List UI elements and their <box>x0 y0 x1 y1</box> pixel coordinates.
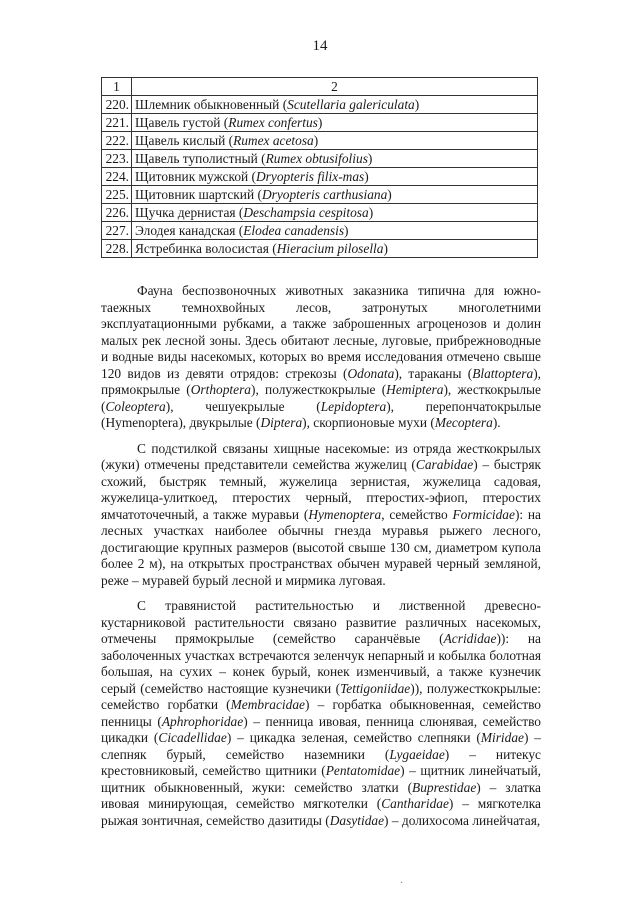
latin-taxon: Miridae <box>480 730 524 745</box>
text-run: ) – пенница ивовая, пенница слюнявая, семейство цикадки ( <box>101 713 541 745</box>
latin-taxon: Membracidae <box>230 697 305 712</box>
text-run: ), полужесткокрылые ( <box>251 382 387 397</box>
species-common-name: Ястребинка волосистая <box>135 241 269 256</box>
text-run: ) – быстряк схожий, быстряк темный, жужелица зернистая, жужелица садовая, жужелица-улиткоед, птеростих черный, птеростих-эфиоп, птеростих ямчатоточечный, а также муравьи ( <box>101 457 542 522</box>
latin-taxon: Hymenoptera <box>308 506 382 522</box>
species-common-name: Щавель кислый <box>135 133 226 148</box>
species-common-name: Щитовник шартский <box>135 187 255 202</box>
text-run: ) – щитник линейчатый, щитник обыкновенный, жуки: семейство златки ( <box>101 763 541 795</box>
page-number: 14 <box>312 38 328 54</box>
table-row <box>102 204 538 222</box>
text-run: ) – долихосома линейчатая, <box>384 812 541 828</box>
latin-taxon: Pentatomidae <box>325 763 401 778</box>
species-latin-name: Rumex confertus <box>228 115 318 130</box>
latin-taxon: Lepidoptera <box>320 398 387 414</box>
species-latin-name: Elodea canadensis <box>243 223 345 238</box>
row-number: 222. <box>102 132 132 150</box>
latin-taxon: Formicidae <box>452 506 515 522</box>
latin-taxon: Odonata <box>347 365 395 381</box>
species-cell: Щитовник мужской (Dryopteris filix-mas) <box>132 168 538 186</box>
table-row <box>102 114 538 132</box>
row-number: 228. <box>102 240 132 258</box>
latin-taxon: Tettigoniidae <box>340 680 411 696</box>
table-row <box>102 222 538 240</box>
column-header-number: 1 <box>102 78 132 96</box>
paragraph <box>101 441 541 590</box>
paragraph <box>101 598 541 829</box>
table-row <box>102 168 538 186</box>
text-run: )), полужесткокрылые: семейство горбатки ( <box>101 680 541 712</box>
latin-taxon: Mecoptera <box>434 415 493 430</box>
text-run: ), прямокрылые ( <box>101 365 541 397</box>
text-run: ), перепончатокрылые (Hymenoptera), двукрылые ( <box>101 398 542 430</box>
row-number: 226. <box>102 204 132 222</box>
row-number: 220. <box>102 96 132 114</box>
text-run: ) – златка ивовая минирующая, семейство мягкотелки ( <box>101 779 541 811</box>
species-latin-name: Hieracium pilosella <box>276 241 384 256</box>
row-number: 221. <box>102 114 132 132</box>
species-table <box>101 77 538 258</box>
table-row <box>102 96 538 114</box>
latin-taxon: Coleoptera <box>105 398 166 414</box>
latin-taxon: Lygaeidae <box>389 746 445 762</box>
species-latin-name: Dryopteris carthusiana <box>261 187 388 202</box>
species-cell: Элодея канадская (Elodea canadensis) <box>132 222 538 240</box>
latin-taxon: Dasytidae <box>329 812 385 828</box>
text-run: ) – мягкотелка рыжая зонтичная, семейство дазитиды ( <box>101 796 541 828</box>
latin-taxon: Acrididae <box>443 631 497 646</box>
species-common-name: Элодея канадская <box>135 223 236 238</box>
latin-taxon: Blattoptera <box>472 365 534 381</box>
species-common-name: Щитовник мужской <box>135 169 249 184</box>
latin-taxon: Buprestidae <box>412 779 477 795</box>
text-run: ) – цикадка зеленая, семейство слепняки ( <box>226 730 481 745</box>
text-run: ) – нитекус крестовниковый, семейство щитники ( <box>101 746 542 778</box>
species-cell: Щавель густой (Rumex confertus) <box>132 114 538 132</box>
species-cell: Шлемник обыкновенный (Scutellaria galericulata) <box>132 96 538 114</box>
species-latin-name: Deschampsia cespitosa <box>243 205 369 220</box>
species-latin-name: Rumex obtusifolius <box>265 151 368 166</box>
paragraph <box>101 283 541 432</box>
species-common-name: Щавель туполистный <box>135 151 258 166</box>
species-cell: Щучка дернистая (Deschampsia cespitosa) <box>132 204 538 222</box>
text-run: , семейство <box>381 506 453 522</box>
row-number: 224. <box>102 168 132 186</box>
scan-speck: · <box>400 878 404 889</box>
species-cell: Щавель кислый (Rumex acetosa) <box>132 132 538 150</box>
latin-taxon: Cicadellidae <box>158 730 227 745</box>
latin-taxon: Hemiptera <box>386 382 444 397</box>
row-number: 223. <box>102 150 132 168</box>
table-row <box>102 150 538 168</box>
text-run: ) – горбатка обыкновенная, семейство пенницы ( <box>101 697 541 729</box>
text-run: ), скорпионовые мухи ( <box>302 415 435 430</box>
latin-taxon: Orthoptera <box>190 382 251 397</box>
latin-taxon: Aphrophoridae <box>161 713 244 729</box>
latin-taxon: Diptera <box>260 415 303 430</box>
row-number: 227. <box>102 222 132 240</box>
table-row <box>102 132 538 150</box>
text-run: ), тараканы ( <box>394 365 473 381</box>
species-latin-name: Dryopteris filix-mas <box>256 169 365 184</box>
text-run: Фауна беспозвоночных животных заказника типична для южно-таежных темнохвойных лесов, затронутых многолетними эксплуатационными рубками, а также заброшенных агроценозов и долин малых рек лесной зоны. Здесь обитают лесные, луговые, прибрежноводные и водные виды насекомых, которых во время исследования отмечено свыше 120 видов из девяти отрядов: стрекозы ( <box>101 283 541 381</box>
species-common-name: Щавель густой <box>135 115 221 130</box>
latin-taxon: Carabidae <box>415 457 474 472</box>
table-header-row <box>102 78 538 96</box>
species-latin-name: Rumex acetosa <box>233 133 314 148</box>
species-cell: Щитовник шартский (Dryopteris carthusiana) <box>132 186 538 204</box>
row-number: 225. <box>102 186 132 204</box>
species-latin-name: Scutellaria galericulata <box>287 97 415 112</box>
text-run: С подстилкой связаны хищные насекомые: из отряда жесткокрылых (жуки) отмечены представители семейства жужелиц ( <box>101 440 541 472</box>
species-common-name: Щучка дернистая <box>135 205 236 220</box>
species-common-name: Шлемник обыкновенный <box>135 97 280 112</box>
text-run: ) – слепняк бурый, семейство наземники ( <box>101 730 541 762</box>
species-cell: Ястребинка волосистая (Hieracium pilosella) <box>132 240 538 258</box>
text-run: ), чешуекрылые ( <box>165 398 321 414</box>
column-header-species: 2 <box>132 78 538 96</box>
text-run: )): на заболоченных участках встречаются зеленчук непарный и кобылка болотная большая, на сухих – конек бурый, конек изменчивый, а также кузнечик серый (семейство настоящие кузнечики ( <box>101 631 541 696</box>
table-row <box>102 240 538 258</box>
species-cell: Щавель туполистный (Rumex obtusifolius) <box>132 150 538 168</box>
table-row <box>102 186 538 204</box>
latin-taxon: Cantharidae <box>381 796 449 811</box>
text-run: С травянистой растительностью и лиственной древесно-кустарниковой растительности связано развитие различных насекомых, отмечены прямокрылые (семейство саранчёвые ( <box>101 598 541 646</box>
body-text <box>101 283 541 838</box>
text-run: ), жесткокрылые ( <box>101 382 541 414</box>
text-run: ): на лесных участках наиболее обычны гнезда муравья рыжего лесного, достигающие крупных размеров (высотой свыше 130 см, диаметром купола более 2 м), на открытых пространствах обычен муравей черный земляной, реже – муравей бурый лесной и мирмика луговая. <box>101 506 541 588</box>
text-run: ). <box>492 415 501 430</box>
